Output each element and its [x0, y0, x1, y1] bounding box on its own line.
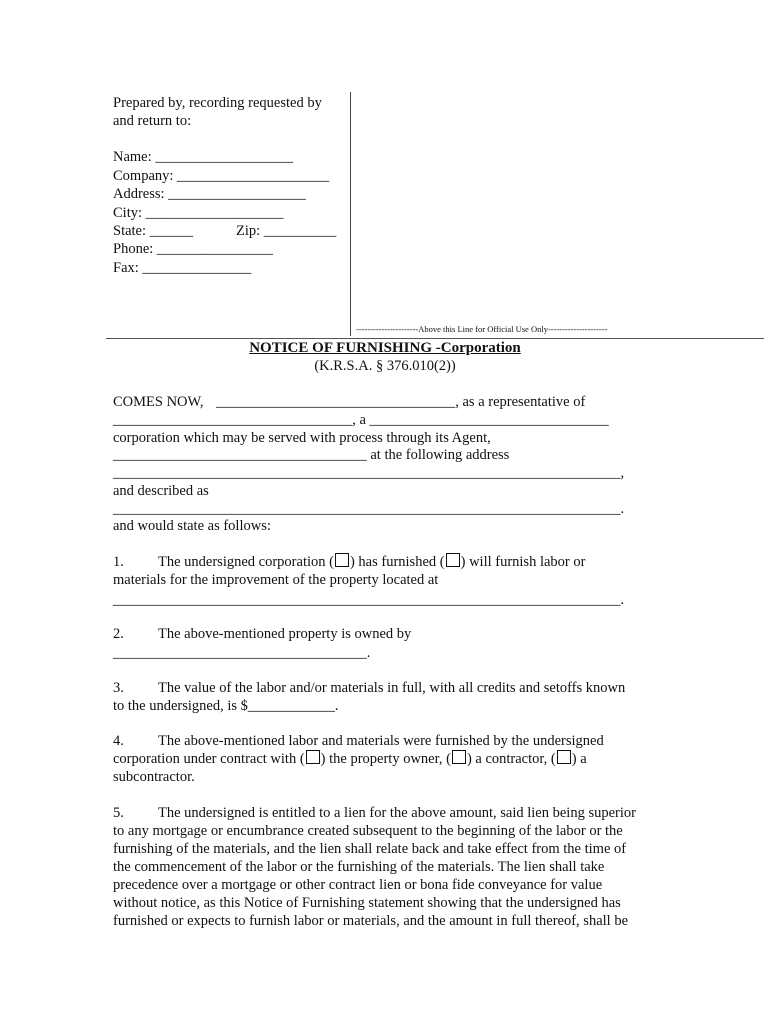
prepared-by-label: Prepared by, recording requested by — [113, 95, 322, 111]
item-2-text: The above-mentioned property is owned by — [158, 626, 412, 642]
item-3-text: The value of the labor and/or materials in full, with all credits and setoffs known — [158, 680, 626, 696]
value-amount-field[interactable]: to the undersigned, is $____________. — [113, 698, 339, 714]
item-5-text: The undersigned is entitled to a lien for the above amount, said lien being superior — [158, 805, 636, 821]
address-field[interactable]: Address: ___________________ — [113, 186, 306, 202]
subcontractor-checkbox[interactable] — [557, 750, 571, 764]
item-4-text: The above-mentioned labor and materials were furnished by the undersigned — [158, 733, 604, 749]
contractor-checkbox[interactable] — [452, 750, 466, 764]
described-as-label: and described as — [113, 483, 209, 499]
item-5-line: furnishing of the materials, and the lien shall relate back and take effect from the time of — [113, 841, 627, 857]
document-title: NOTICE OF FURNISHING -Corporation — [249, 340, 521, 356]
fax-field[interactable]: Fax: _______________ — [113, 260, 252, 276]
description-field[interactable]: ______________________________________________________________________. — [113, 501, 625, 517]
item-1-number: 1. — [113, 554, 124, 570]
will-furnish-checkbox[interactable] — [446, 553, 460, 567]
item-1-line-2: materials for the improvement of the property located at — [113, 572, 439, 588]
item-3-number: 3. — [113, 680, 124, 696]
city-field[interactable]: City: ___________________ — [113, 205, 284, 221]
property-owner-checkbox[interactable] — [306, 750, 320, 764]
document-subtitle: (K.R.S.A. § 376.010(2)) — [314, 358, 456, 374]
zip-field[interactable]: Zip: __________ — [236, 223, 337, 239]
official-use-label: ----------------------Above this Line for Official Use Only--------------------- — [356, 324, 608, 334]
item-4-number: 4. — [113, 733, 124, 749]
item-5-line: the commencement of the labor or the furnishing of the materials. The lien shall take — [113, 859, 605, 875]
item-5-line: without notice, as this Notice of Furnishing statement showing that the undersigned has — [113, 895, 621, 911]
company-field[interactable]: Company: _____________________ — [113, 168, 330, 184]
agent-address-field[interactable]: ______________________________________________________________________, — [113, 465, 625, 481]
item-5-line: precedence over a mortgage or other contract lien or bona fide conveyance for value — [113, 877, 603, 893]
item-5-line: to any mortgage or encumbrance created subsequent to the beginning of the labor or the — [113, 823, 623, 839]
representative-field[interactable]: _________________________________, as a representative of — [216, 394, 586, 410]
item-4-line-3: subcontractor. — [113, 769, 195, 785]
item-5-number: 5. — [113, 805, 124, 821]
state-as-follows-label: and would state as follows: — [113, 518, 271, 534]
comes-now-label: COMES NOW, — [113, 394, 204, 410]
agent-field[interactable]: ___________________________________ at the following address — [113, 447, 510, 463]
item-4-line-2: corporation under contract with ( ) the property owner, ( ) a contractor, ( ) a — [113, 751, 587, 767]
agent-label: corporation which may be served with process through its Agent, — [113, 430, 491, 446]
item-2-number: 2. — [113, 626, 124, 642]
corporation-name-field[interactable]: _________________________________, a _________________________________ — [113, 412, 609, 428]
property-owner-field[interactable]: ___________________________________. — [113, 645, 371, 661]
state-field[interactable]: State: ______ — [113, 223, 194, 239]
property-location-field[interactable]: ______________________________________________________________________. — [113, 592, 625, 608]
phone-field[interactable]: Phone: ________________ — [113, 241, 273, 257]
item-1-text: The undersigned corporation ( ) has furnished ( ) will furnish labor or — [158, 554, 586, 570]
name-field[interactable]: Name: ___________________ — [113, 149, 294, 165]
return-to-label: and return to: — [113, 113, 192, 129]
header-divider-vertical — [350, 92, 351, 336]
item-5-line: furnished or expects to furnish labor or materials, and the amount in full thereof, shall be — [113, 913, 629, 929]
has-furnished-checkbox[interactable] — [335, 553, 349, 567]
